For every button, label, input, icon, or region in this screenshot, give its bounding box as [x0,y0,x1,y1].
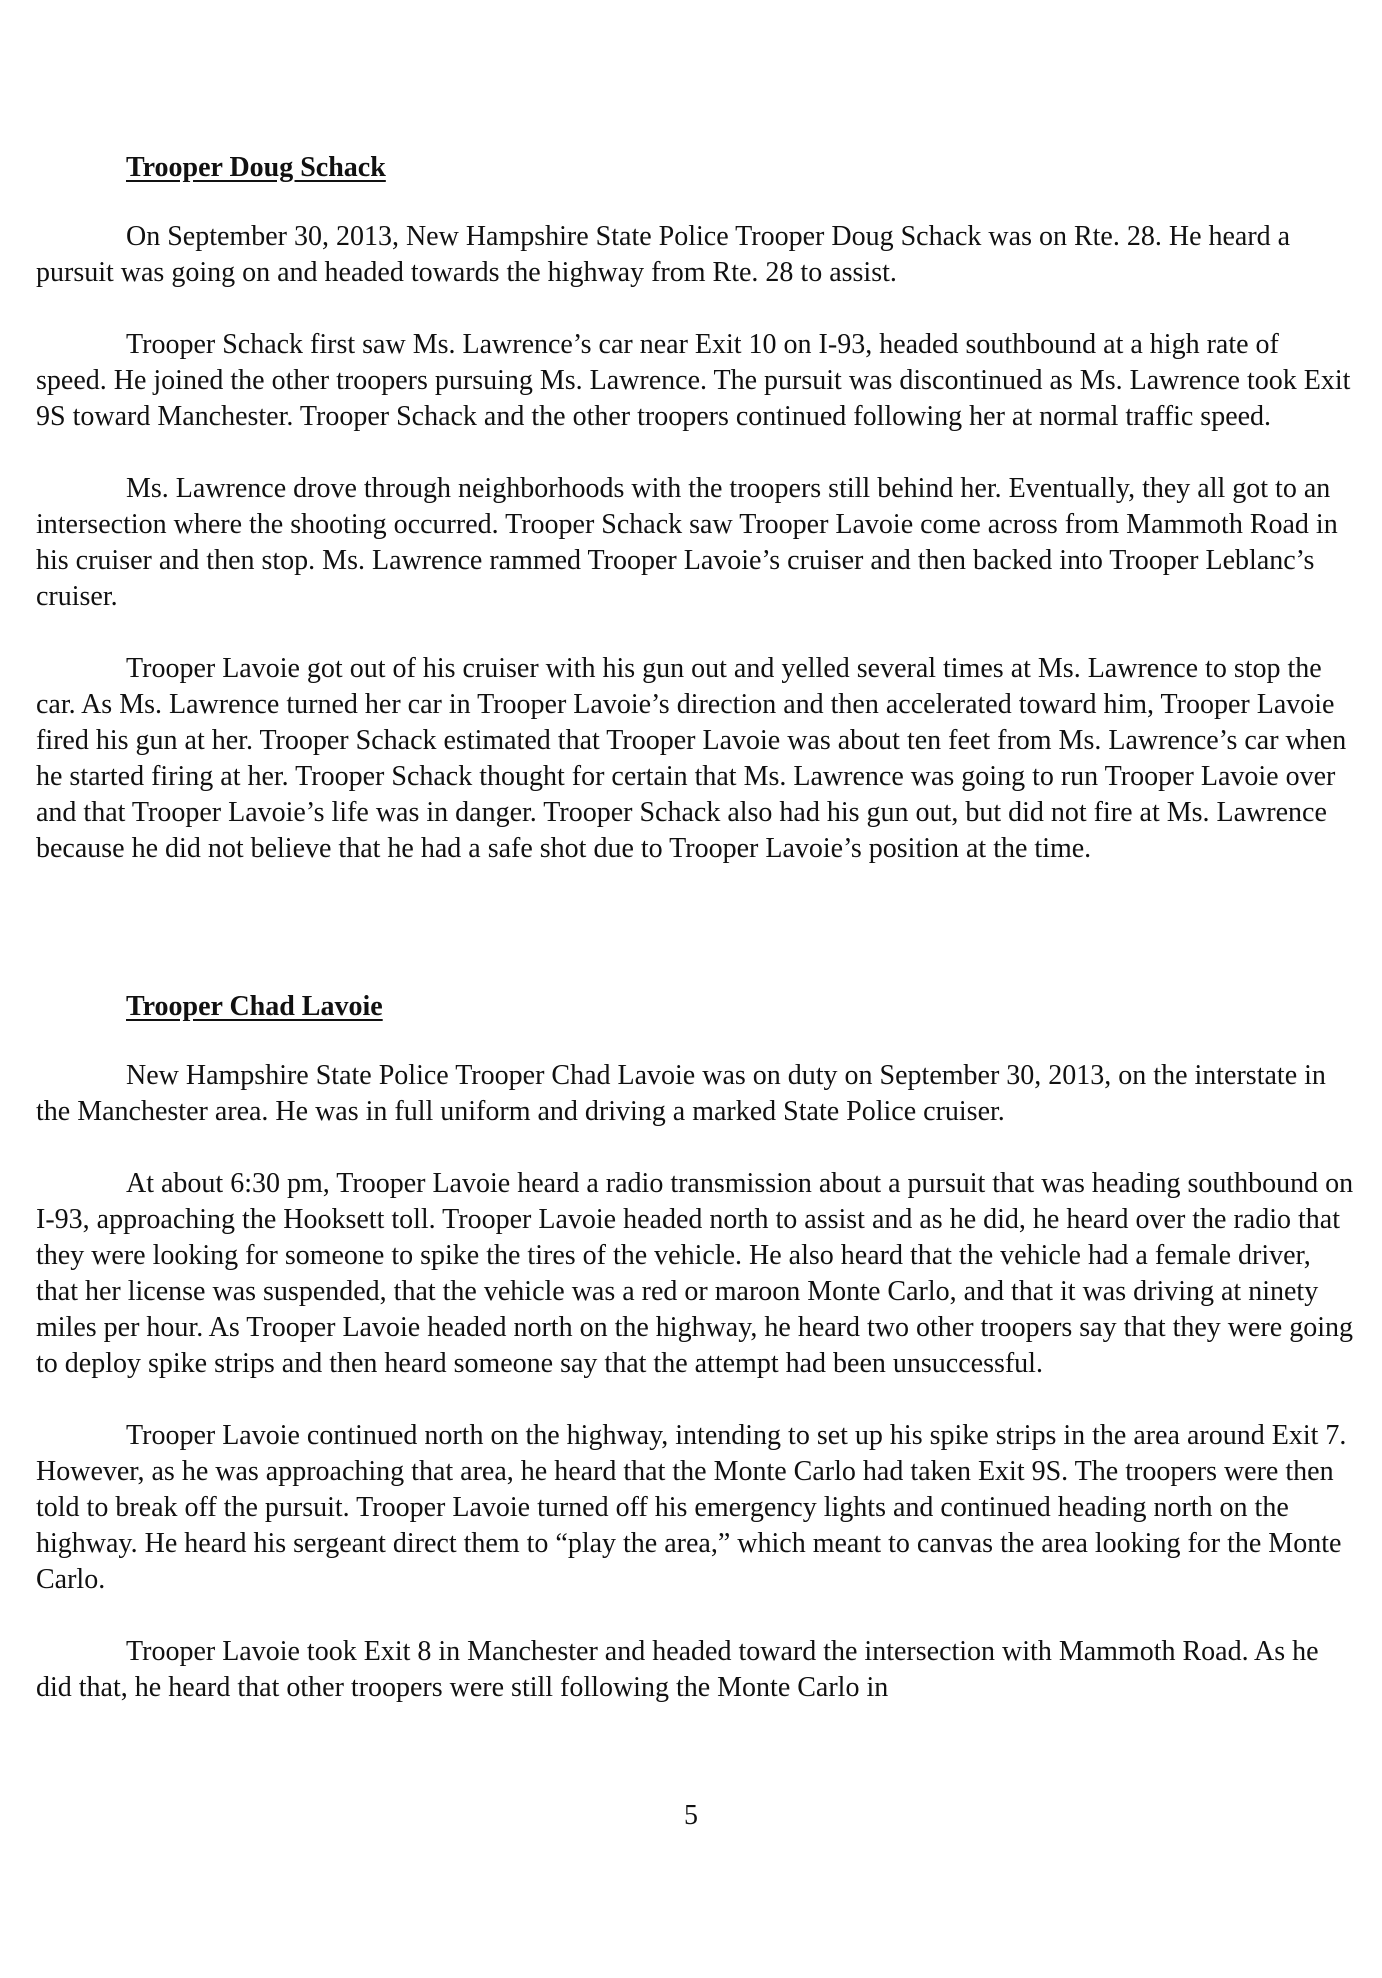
section-body-schack [36,219,1356,867]
paragraph: At about 6:30 pm, Trooper Lavoie heard a radio transmission about a pursuit that was heading southbound on I-93, approaching the Hooksett toll. Trooper Lavoie headed north to assist and as he did, he heard over the radio that they were looking for someone to spike the tires of the vehicle. He also heard that the vehicle had a female driver, that her license was suspended, that the vehicle was a red or maroon Monte Carlo, and that it was driving at ninety miles per hour. As Trooper Lavoie headed north on the highway, he heard two other troopers say that they were going to deploy spike strips and then heard someone say that the attempt had been unsuccessful. [36,1168,1354,1379]
page-number: 5 [684,1800,698,1831]
paragraph: Trooper Schack first saw Ms. Lawrence’s car near Exit 10 on I-93, headed southbound at a high rate of speed. He joined the other troopers pursuing Ms. Lawrence. The pursuit was discontinued as Ms. Lawrence took Exit 9S toward Manchester. Trooper Schack and the other troopers continued following her at normal traffic speed. [36,329,1351,432]
paragraph: Ms. Lawrence drove through neighborhoods with the troopers still behind her. Eventually, they all got to an intersection where the shooting occurred. Trooper Schack saw Trooper Lavoie come across from Mammoth Road in his cruiser and then stop. Ms. Lawrence rammed Trooper Lavoie’s cruiser and then backed into Trooper Leblanc’s cruiser. [36,473,1338,612]
paragraph: New Hampshire State Police Trooper Chad Lavoie was on duty on September 30, 2013, on the interstate in the Manchester area. He was in full uniform and driving a marked State Police cruiser. [36,1060,1326,1127]
paragraph: On September 30, 2013, New Hampshire State Police Trooper Doug Schack was on Rte. 28. He heard a pursuit was going on and headed towards the highway from Rte. 28 to assist. [36,221,1291,288]
section-heading-schack: Trooper Doug Schack [126,152,386,183]
paragraph: Trooper Lavoie continued north on the highway, intending to set up his spike strips in the area around Exit 7. However, as he was approaching that area, he heard that the Monte Carlo had taken Exit 9S. The troopers were then told to break off the pursuit. Trooper Lavoie turned off his emergency lights and continued heading north on the highway. He heard his sergeant direct them to “play the area,” which meant to canvas the area looking for the Monte Carlo. [36,1420,1347,1595]
section-body-lavoie [36,1058,1356,1706]
section-heading-lavoie: Trooper Chad Lavoie [126,991,383,1022]
paragraph: Trooper Lavoie took Exit 8 in Manchester and headed toward the intersection with Mammoth Road. As he did that, he heard that other troopers were still following the Monte Carlo in [36,1636,1319,1703]
paragraph: Trooper Lavoie got out of his cruiser with his gun out and yelled several times at Ms. Lawrence to stop the car. As Ms. Lawrence turned her car in Trooper Lavoie’s direction and then accelerated toward him, Trooper Lavoie fired his gun at her. Trooper Schack estimated that Trooper Lavoie was about ten feet from Ms. Lawrence’s car when he started firing at her. Trooper Schack thought for certain that Ms. Lawrence was going to run Trooper Lavoie over and that Trooper Lavoie’s life was in danger. Trooper Schack also had his gun out, but did not fire at Ms. Lawrence because he did not believe that he had a safe shot due to Trooper Lavoie’s position at the time. [36,653,1347,864]
